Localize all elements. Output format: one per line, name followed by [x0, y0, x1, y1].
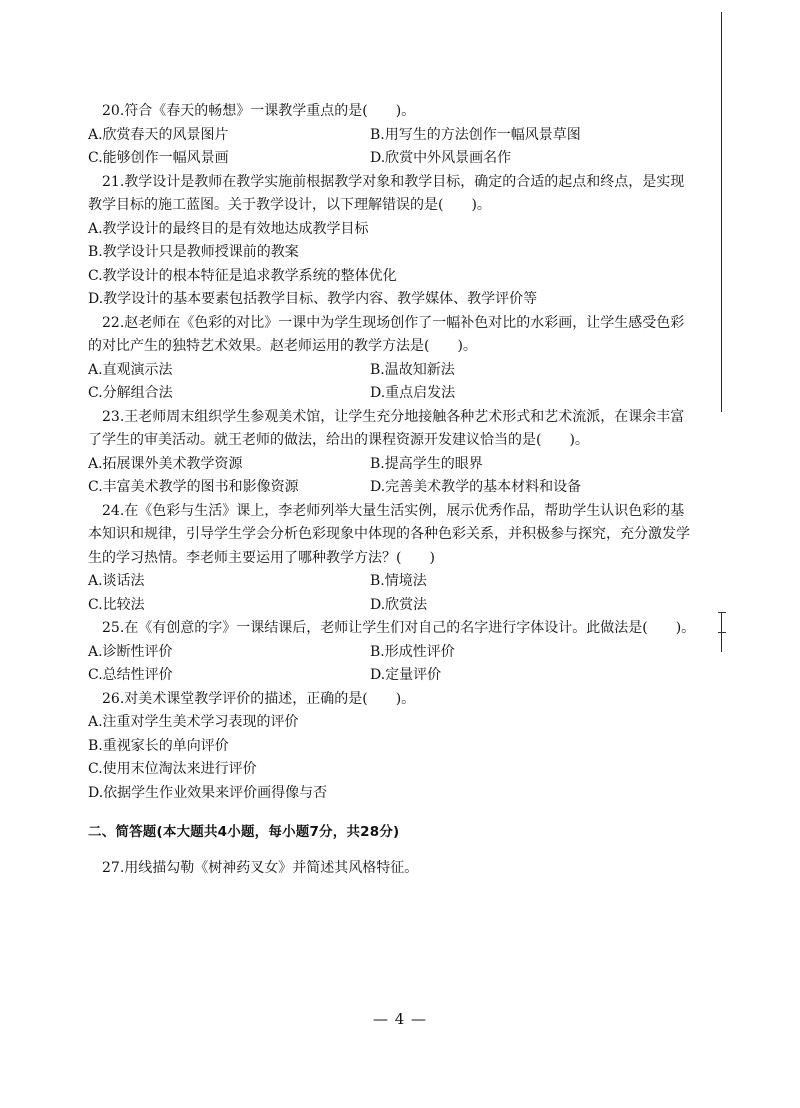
- question-25: [88, 617, 698, 688]
- page-number: — 4 —: [372, 1010, 428, 1028]
- scan-edge-tick: [718, 612, 726, 613]
- option-a: A.直观演示法: [88, 361, 173, 378]
- option-b: B.形成性评价: [370, 643, 455, 660]
- option-c: C.丰富美术教学的图书和影像资源: [88, 479, 299, 495]
- option-c: C.能够创作一幅风景画: [88, 150, 229, 166]
- option-c: C.比较法: [88, 596, 145, 613]
- section-heading: 二、简答题(本大题共4小题，每小题7分，共28分): [88, 824, 400, 840]
- option-a: A.教学设计的最终目的是有效地达成教学目标: [88, 220, 369, 237]
- option-d: D.完善美术教学的基本材料和设备: [370, 479, 582, 495]
- option-b: B.提高学生的眼界: [370, 455, 483, 472]
- option-d: D.欣赏中外风景画名作: [370, 150, 512, 166]
- option-b: B.情境法: [370, 573, 427, 589]
- option-d: D.欣赏法: [370, 596, 428, 613]
- option-a: A.谈话法: [88, 573, 145, 589]
- option-b: B.重视家长的单向评价: [88, 737, 229, 754]
- question-22: [88, 312, 698, 406]
- question-stem: 22.赵老师在《色彩的对比》一课中为学生现场创作了一幅补色对比的水彩画，让学生感受色彩的对比产生的独特艺术效果。赵老师运用的教学方法是( )。: [88, 314, 685, 354]
- option-a: A.欣赏春天的风景图片: [88, 126, 229, 143]
- question-27: [88, 857, 698, 881]
- option-a: A.诊断性评价: [88, 643, 173, 660]
- question-stem: 24.在《色彩与生活》课上，李老师列举大量生活实例，展示优秀作品，帮助学生认识色彩的基本知识和规律，引导学生学会分析色彩现象中体现的各种色彩关系，并积极参与探究，充分激发学生的学习热情。李老师主要运用了哪种教学方法？( ): [88, 502, 690, 566]
- question-stem: 23.王老师周末组织学生参观美术馆，让学生充分地接触各种艺术形式和艺术流派，在课余丰富了学生的审美活动。就王老师的做法，给出的课程资源开发建议恰当的是( )。: [88, 408, 685, 448]
- options: [88, 124, 698, 171]
- option-b: B.教学设计只是教师授课前的教案: [88, 244, 299, 260]
- question-stem: 26.对美术课堂教学评价的描述，正确的是( )。: [102, 690, 416, 707]
- option-c: C.使用末位淘汰来进行评价: [88, 761, 257, 777]
- option-d: D.重点启发法: [370, 385, 456, 401]
- option-d: D.依据学生作业效果来评价画得像与否: [88, 784, 328, 801]
- option-a: A.注重对学生美术学习表现的评价: [88, 714, 299, 730]
- option-a: A.拓展课外美术教学资源: [88, 455, 243, 472]
- options: [88, 453, 698, 500]
- options: [88, 570, 698, 617]
- option-d: D.教学设计的基本要素包括教学目标、教学内容、教学媒体、教学评价等: [88, 291, 538, 307]
- options: [88, 359, 698, 406]
- question-21: [88, 171, 698, 312]
- options: [88, 641, 698, 688]
- question-stem: 20.符合《春天的畅想》一课教学重点的是( )。: [102, 103, 416, 119]
- option-b: B.用写生的方法创作一幅风景草图: [370, 126, 581, 143]
- question-20: [88, 100, 698, 171]
- question-24: [88, 500, 698, 618]
- scan-edge-line: [721, 12, 722, 412]
- question-stem: 27.用线描勾勒《树神药叉女》并简述其风格特征。: [102, 859, 419, 876]
- question-list: [88, 100, 698, 880]
- option-c: C.总结性评价: [88, 667, 173, 683]
- question-stem: 21.教学设计是教师在教学实施前根据教学对象和教学目标，确定的合适的起点和终点，是实现教学目标的施工蓝图。关于教学设计，以下理解错误的是( )。: [88, 173, 685, 213]
- option-d: D.定量评价: [370, 667, 442, 683]
- option-c: C.教学设计的根本特征是追求教学系统的整体优化: [88, 267, 397, 284]
- scan-edge-tick: [718, 632, 726, 633]
- option-c: C.分解组合法: [88, 385, 173, 401]
- option-b: B.温故知新法: [370, 361, 455, 378]
- question-23: [88, 406, 698, 500]
- question-26: [88, 688, 698, 806]
- question-stem: 25.在《有创意的字》一课结课后，老师让学生们对自己的名字进行字体设计。此做法是( )。: [102, 620, 696, 636]
